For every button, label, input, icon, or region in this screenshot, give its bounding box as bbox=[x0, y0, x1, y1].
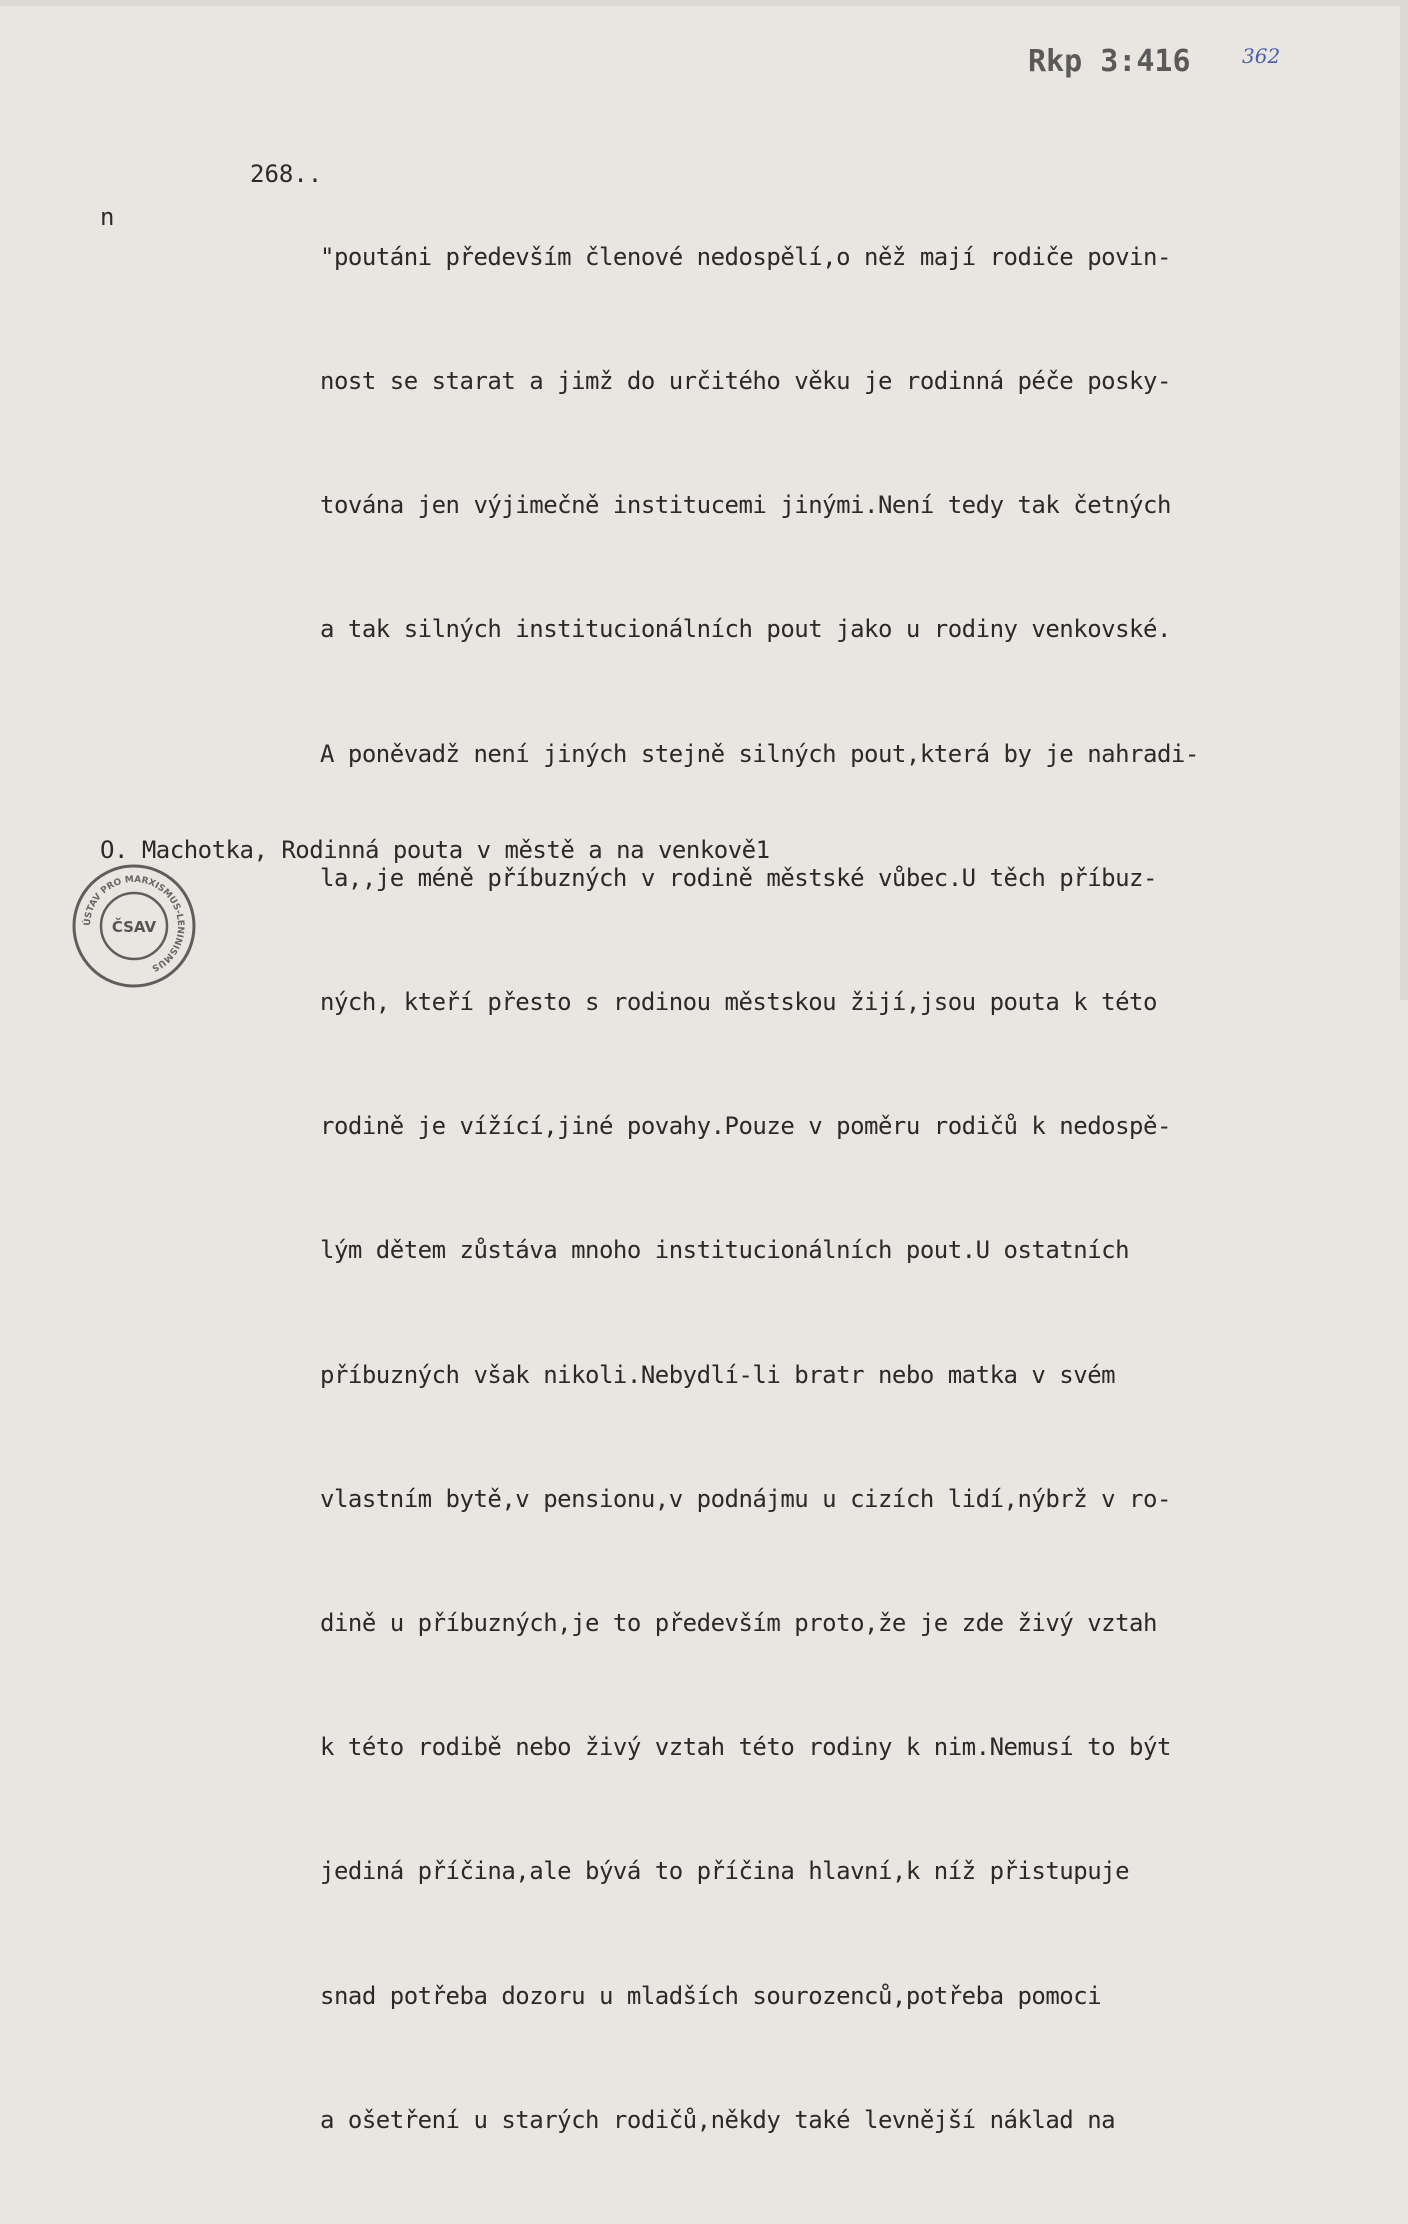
text-line: rodině je vížící,jiné povahy.Pouze v poměru rodičů k nedospě- bbox=[320, 1112, 1171, 1141]
paper-edge-top bbox=[0, 0, 1408, 6]
stamp-ring-text: ÚSTAV PRO MARXISMUS-LENINISMUS bbox=[82, 874, 186, 973]
text-line: jediná příčina,ale bývá to příčina hlavní,k níž přistupuje bbox=[320, 1857, 1130, 1886]
text-line: "poutáni především členové nedospělí,o něž mají rodiče povin- bbox=[320, 242, 1171, 271]
text-line: příbuzných však nikoli.Nebydlí-li bratr nebo matka v svém bbox=[320, 1360, 1116, 1389]
handwritten-note: 362 bbox=[1242, 44, 1281, 68]
typed-paragraph bbox=[320, 154, 1199, 2224]
text-line: a ošetření u starých rodičů,někdy také levnější náklad na bbox=[320, 2105, 1116, 2134]
margin-mark: n bbox=[100, 203, 115, 231]
text-line: la,,je méně příbuzných v rodině městské vůbec.U těch příbuz- bbox=[320, 863, 1157, 892]
text-line: ných, kteří přesto s rodinou městskou žijí,jsou pouta k této bbox=[320, 988, 1157, 1017]
text-line: snad potřeba dozoru u mladších sourozenců,potřeba pomoci bbox=[320, 1981, 1102, 2010]
footnote: O. Machotka, Rodinná pouta v městě a na venkově1 bbox=[100, 836, 770, 864]
text-line: nost se starat a jimž do určitého věku je rodinná péče posky- bbox=[320, 367, 1171, 396]
text-line: k této rodibě nebo živý vztah této rodiny k nim.Nemusí to být bbox=[320, 1733, 1171, 1762]
shelfmark-stamp: Rkp 3:416 bbox=[1028, 44, 1191, 79]
text-line: A poněvadž není jiných stejně silných pout,která by je nahradi- bbox=[320, 739, 1199, 768]
stamp-center-text: ČSAV bbox=[111, 918, 157, 936]
text-line: a tak silných institucionálních pout jako u rodiny venkovské. bbox=[320, 615, 1171, 644]
paragraph-number: 268.. bbox=[250, 160, 323, 188]
text-line: vlastním bytě,v pensionu,v podnájmu u cizích lidí,nýbrž v ro- bbox=[320, 1484, 1171, 1513]
text-line: tována jen výjimečně institucemi jinými.Není tedy tak četných bbox=[320, 491, 1171, 520]
text-line: lým dětem zůstáva mnoho institucionálních pout.U ostatních bbox=[320, 1236, 1130, 1265]
paper-edge-right bbox=[1400, 0, 1408, 1000]
text-line: dině u příbuzných,je to především proto,že je zde živý vztah bbox=[320, 1609, 1157, 1638]
library-stamp bbox=[70, 862, 198, 990]
